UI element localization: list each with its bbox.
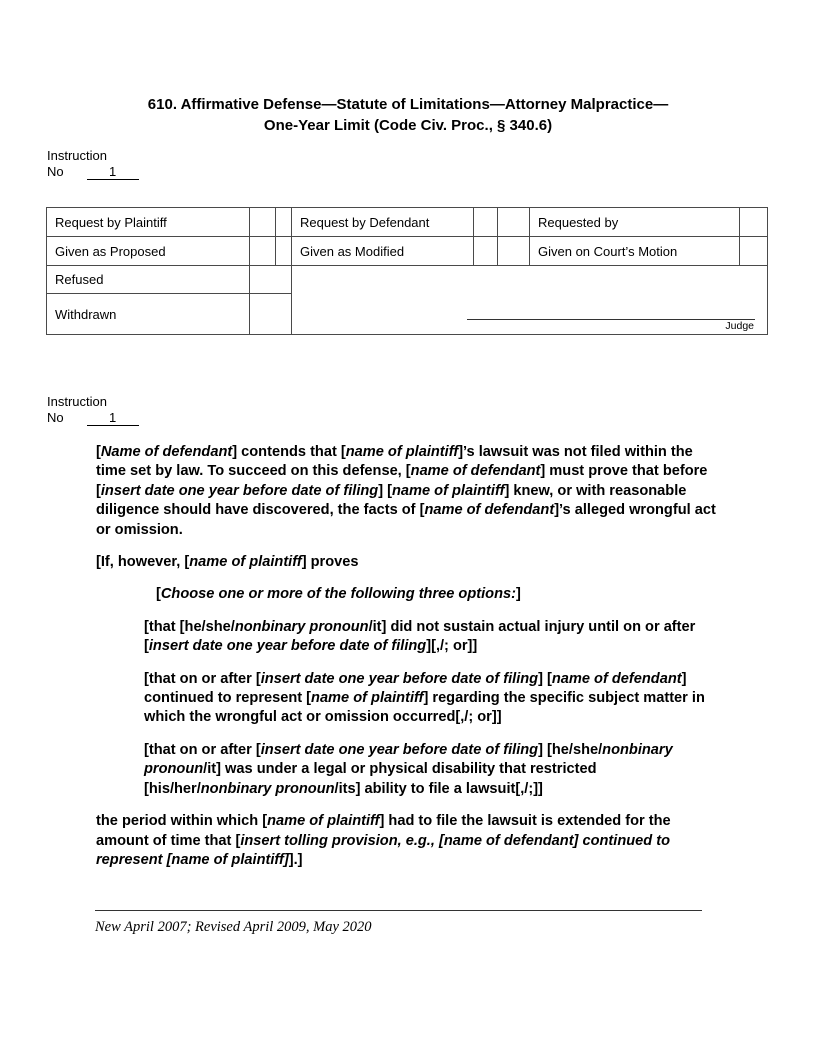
instruction-no-row (47, 410, 139, 427)
revision-history: New April 2007; Revised April 2009, May 2020 (95, 919, 372, 935)
cell-withdrawn: Withdrawn (47, 294, 250, 335)
table-row (47, 266, 768, 294)
spacer-cell (276, 208, 292, 237)
cell-given-on-courts-motion: Given on Court’s Motion (530, 237, 740, 266)
cell-request-by-defendant: Request by Defendant (292, 208, 474, 237)
checkbox-request-by-defendant[interactable] (474, 208, 498, 237)
judge-signature-cell (292, 266, 768, 335)
instruction-number-block-top (47, 148, 139, 180)
title-line-1: 610. Affirmative Defense—Statute of Limitations—Attorney Malpractice— (147, 96, 669, 113)
spacer-cell (498, 208, 530, 237)
instruction-no-label: No (47, 163, 64, 179)
spacer-cell (498, 237, 530, 266)
cell-request-by-plaintiff: Request by Plaintiff (47, 208, 250, 237)
instruction-no-label: No (47, 409, 64, 425)
instruction-no-row (47, 164, 139, 181)
table-row (47, 208, 768, 237)
page-title (0, 95, 816, 136)
cell-given-as-modified: Given as Modified (292, 237, 474, 266)
checkbox-given-as-proposed[interactable] (250, 237, 276, 266)
checkbox-requested-by[interactable] (740, 208, 768, 237)
instruction-number-field[interactable]: 1 (87, 164, 139, 181)
instruction-status-table (46, 207, 768, 335)
paragraph-option-continued-representation: [that on or after [insert date one year before date of filing] [name of defendant] continued to represent [name of plaintiff] regarding the specific subject matter in which the wrongful act or omission occurred[,/; or]] (144, 670, 705, 726)
cell-refused: Refused (47, 266, 250, 294)
footer (95, 910, 707, 936)
judge-label: Judge (725, 320, 754, 332)
checkbox-withdrawn[interactable] (250, 294, 292, 335)
instruction-label: Instruction (47, 394, 107, 409)
paragraph-discovery-rule: [Name of defendant] contends that [name of plaintiff]’s lawsuit was not filed within the time set by law. To succeed on this defense, [name of defendant] must prove that before [insert date one year before date of filing] [name of plaintiff] knew, or with reasonable diligence should have discovered, the facts of [name of defendant]’s alleged wrongful act or omission. (96, 444, 716, 538)
paragraph-option-actual-injury: [that [he/she/nonbinary pronoun/it] did not sustain actual injury until on or after [insert date one year before date of filing][,/; or]] (144, 618, 696, 655)
instruction-number-field[interactable]: 1 (87, 410, 139, 427)
checkbox-given-as-modified[interactable] (474, 237, 498, 266)
checkbox-refused[interactable] (250, 266, 292, 294)
checkbox-given-on-courts-motion[interactable] (740, 237, 768, 266)
footer-divider (95, 910, 702, 911)
instruction-label: Instruction (47, 148, 107, 163)
cell-given-as-proposed: Given as Proposed (47, 237, 250, 266)
paragraph-tolling: the period within which [name of plaintiff] had to file the lawsuit is extended for the amount of time that [insert tolling provision, e.g., [name of defendant] continued to represent [name of plaintiff]].] (96, 813, 671, 868)
instruction-number-block-body (47, 394, 139, 426)
spacer-cell (276, 237, 292, 266)
table-row (47, 237, 768, 266)
instruction-text (96, 443, 726, 883)
title-line-2: One-Year Limit (Code Civ. Proc., § 340.6) (263, 116, 553, 134)
paragraph-choose-directive: [Choose one or more of the following three options:] (156, 586, 521, 603)
checkbox-request-by-plaintiff[interactable] (250, 208, 276, 237)
judge-signature-line[interactable] (467, 319, 755, 320)
paragraph-option-disability: [that on or after [insert date one year before date of filing] [he/she/nonbinary pronoun/it] was under a legal or physical disability that restricted [his/her/nonbinary pronoun/its] ability to file a lawsuit[,/;]] (144, 741, 673, 797)
cell-requested-by: Requested by (530, 208, 740, 237)
paragraph-if-however: [If, however, [name of plaintiff] proves (96, 554, 359, 571)
